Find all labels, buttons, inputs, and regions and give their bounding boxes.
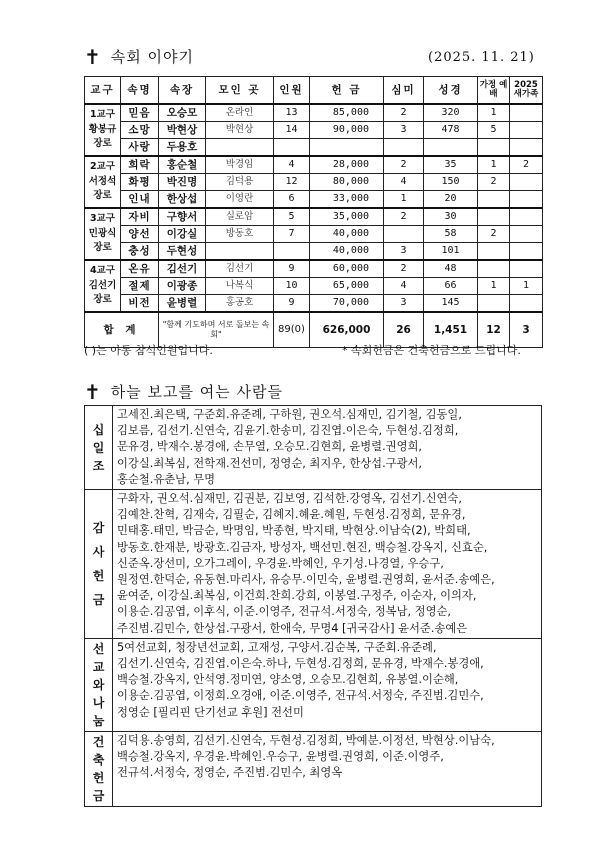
simi-count: 3 (384, 122, 424, 139)
donor-line: 구화자, 권오석.심재민, 김권분, 김보영, 김석한.강영옥, 김선기.신연숙, (117, 492, 462, 506)
category-cell (85, 731, 113, 806)
category-cell (85, 490, 113, 639)
column-header: 심미 (384, 77, 424, 105)
donor-names (113, 490, 542, 639)
bible-count: 145 (424, 295, 478, 313)
leader-name: 이광종 (159, 278, 206, 295)
column-header: 속장 (159, 77, 206, 105)
attendance: 5 (274, 208, 310, 226)
offering-amount: 80,000 (310, 174, 384, 191)
table-row (85, 278, 543, 295)
meeting-place (206, 243, 274, 261)
column-header: 2025 새가족 (510, 77, 543, 105)
family-worship (478, 295, 510, 313)
table-row (85, 156, 543, 174)
leader-name: 구향서 (159, 208, 206, 226)
donor-line: 백승철.강옥지, 안석영.정미연, 양소영, 오승모.김현희, 유봉열.이순해, (117, 673, 459, 687)
bible-count: 20 (424, 191, 478, 209)
offering-amount: 40,000 (310, 243, 384, 261)
donor-row (85, 406, 542, 490)
meeting-place: 김선기 (206, 260, 274, 278)
donor-line: 정영순 [필리핀 단기선교 후원] 전선미 (117, 705, 304, 719)
meeting-place: 박경임 (206, 156, 274, 174)
leader-name: 두현성 (159, 243, 206, 261)
leader-name: 한상섭 (159, 191, 206, 209)
simi-count: 4 (384, 174, 424, 191)
donor-line: 5여선교회, 청장년선교회, 고재성, 구양서.김순복, 구준회.유준례, (117, 640, 437, 654)
column-header: 인원 (274, 77, 310, 105)
offering-amount: 33,000 (310, 191, 384, 209)
new-family (510, 191, 543, 209)
attendance: 7 (274, 226, 310, 243)
donor-line: 김덕용.송영희, 김선기.신연숙, 두현성.김정희, 박예분.이정선, 박현상.이남숙, (117, 733, 495, 747)
donor-names (113, 406, 542, 490)
simi-count: 2 (384, 156, 424, 174)
new-family (510, 260, 543, 278)
sok-name: 충성 (121, 243, 159, 261)
category-label: 건축헌금 (92, 734, 105, 803)
attendance: 6 (274, 191, 310, 209)
offering-amount: 28,000 (310, 156, 384, 174)
bible-count: 150 (424, 174, 478, 191)
donor-line: 윤여준, 이강실.최복심, 이건희.찬희.강희, 이봉열.구정주, 이순자, 이의자, (117, 589, 477, 603)
table-row (85, 104, 543, 122)
new-family: 1 (510, 278, 543, 295)
district-cell: 1교구 황봉규 장로 (85, 104, 121, 156)
donor-line: 신준옥.장선미, 오가그레이, 우경윤.박혜인, 우기성.나경열, 우승구, (117, 556, 444, 570)
total-new: 3 (510, 312, 543, 348)
offering-amount: 70,000 (310, 295, 384, 313)
district-cell: 3교구 민광식 장로 (85, 208, 121, 260)
family-worship: 2 (478, 226, 510, 243)
offering-amount: 40,000 (310, 226, 384, 243)
column-header: 헌 금 (310, 77, 384, 105)
category-cell (85, 638, 113, 731)
offering-amount: 65,000 (310, 278, 384, 295)
bible-count: 320 (424, 104, 478, 122)
family-worship: 1 (478, 156, 510, 174)
offering-note: * 속회헌금은 건축헌금으로 드립니다. (342, 344, 521, 357)
table-row (85, 139, 543, 157)
donor-row (85, 490, 542, 639)
sok-name: 비전 (121, 295, 159, 313)
table-row (85, 122, 543, 139)
section-title: 하늘 보고를 여는 사람들 (110, 383, 283, 401)
donor-row (85, 638, 542, 731)
donor-line: 원정연.한덕순, 유동현.마리사, 유승무.이민숙, 윤병렬.권영희, 윤서준.송예은, (117, 573, 495, 587)
meeting-place: 김덕용 (206, 174, 274, 191)
donor-line: 이용순.김공엽, 이정희.오경애, 이준.이영주, 전규석.서정숙, 주진범.김민수, (117, 689, 484, 703)
table-header-row (85, 77, 543, 105)
offering-donors-table (84, 405, 542, 807)
table-row (85, 174, 543, 191)
donor-line: 김보름, 김선기.신연숙, 김윤기.한송미, 김진엽.이은숙, 두현성.김정희, (117, 424, 459, 438)
bible-count: 101 (424, 243, 478, 261)
attendance: 14 (274, 122, 310, 139)
donor-line: 홍순철.유춘남, 무명 (117, 472, 216, 486)
meeting-place: 방동호 (206, 226, 274, 243)
bible-count: 48 (424, 260, 478, 278)
donor-line: 이강실.최복심, 전학재.전선미, 정영순, 최지우, 한상섭.구광서, (117, 456, 423, 470)
cross-icon: ✝ (84, 379, 101, 404)
family-worship (478, 139, 510, 157)
bible-count (424, 139, 478, 157)
family-worship (478, 191, 510, 209)
category-label: 십일조 (92, 422, 105, 473)
meeting-place: 이영란 (206, 191, 274, 209)
section-title: 속회 이야기 (110, 48, 194, 66)
total-label: 합 계 (85, 312, 159, 348)
new-family: 2 (510, 156, 543, 174)
meeting-place: 온라인 (206, 104, 274, 122)
total-offering: 626,000 (310, 312, 384, 348)
sok-name: 절제 (121, 278, 159, 295)
leader-name: 홍순철 (159, 156, 206, 174)
column-header: 가정 예배 (478, 77, 510, 105)
attendance: 12 (274, 174, 310, 191)
category-label: 감사헌금 (92, 520, 105, 607)
total-people: 89(0) (274, 312, 310, 348)
bible-count: 35 (424, 156, 478, 174)
new-family (510, 208, 543, 226)
sok-name: 화평 (121, 174, 159, 191)
donor-row (85, 731, 542, 806)
attendance: 9 (274, 260, 310, 278)
category-cell (85, 406, 113, 490)
new-family (510, 122, 543, 139)
simi-count: 3 (384, 295, 424, 313)
family-worship (478, 243, 510, 261)
total-bible: 1,451 (424, 312, 478, 348)
attendance: 9 (274, 295, 310, 313)
attendance: 4 (274, 156, 310, 174)
attendance (274, 139, 310, 157)
new-family (510, 295, 543, 313)
donor-line: 문유경, 박재수.봉경애, 손무열, 오승모.김현희, 윤병렬.권영희, (117, 440, 423, 454)
sokhoe-table (84, 76, 543, 348)
sok-name: 사랑 (121, 139, 159, 157)
leader-name: 김선기 (159, 260, 206, 278)
sok-name: 양선 (121, 226, 159, 243)
leader-name: 이강실 (159, 226, 206, 243)
leader-name: 오승모 (159, 104, 206, 122)
sok-name: 희락 (121, 156, 159, 174)
simi-count (384, 226, 424, 243)
simi-count: 2 (384, 260, 424, 278)
leader-name: 윤병렬 (159, 295, 206, 313)
motto-text: "함께 기도하며 서로 돌보는 속회" (159, 312, 274, 348)
sok-name: 온유 (121, 260, 159, 278)
simi-count: 2 (384, 104, 424, 122)
report-date: (2025. 11. 21) (428, 50, 535, 65)
bible-count: 478 (424, 122, 478, 139)
sok-name: 인내 (121, 191, 159, 209)
offering-amount: 60,000 (310, 260, 384, 278)
new-family (510, 104, 543, 122)
offering-amount: 90,000 (310, 122, 384, 139)
category-label: 선교와나눔 (92, 641, 105, 728)
district-cell: 4교구 김선기 장로 (85, 260, 121, 312)
column-header: 교구 (85, 77, 121, 105)
table-row (85, 295, 543, 313)
child-note: ( )는 아동 참석인원입니다. (84, 344, 213, 357)
donor-line: 방동호.한재분, 방광호.김금자, 방성자, 백선민.현진, 백승철.강옥지, 신효순, (117, 540, 488, 554)
family-worship (478, 260, 510, 278)
offering-amount: 35,000 (310, 208, 384, 226)
family-worship: 5 (478, 122, 510, 139)
section-header-heaven (84, 381, 283, 402)
total-worship: 12 (478, 312, 510, 348)
attendance: 13 (274, 104, 310, 122)
donor-line: 백승철.강옥지, 우경윤.박혜인.우승구, 윤병렬.권영희, 이준.이영주, (117, 750, 444, 764)
donor-line: 주진범.김민수, 한상섭.구광서, 한애숙, 무명4 [귀국감사] 윤서준.송예은 (117, 621, 468, 635)
donor-line: 전규석.서정숙, 정영순, 주진범.김민수, 최영옥 (117, 766, 343, 780)
attendance: 10 (274, 278, 310, 295)
new-family (510, 174, 543, 191)
column-header: 성경 (424, 77, 478, 105)
new-family (510, 226, 543, 243)
district-cell: 2교구 서정석 장로 (85, 156, 121, 208)
sok-name: 소망 (121, 122, 159, 139)
donor-line: 고세진.최은택, 구준회.유준례, 구하원, 권오석.심재민, 김기철, 김동일, (117, 408, 462, 421)
family-worship (478, 208, 510, 226)
column-header: 모인 곳 (206, 77, 274, 105)
leader-name: 두용호 (159, 139, 206, 157)
table-row (85, 260, 543, 278)
meeting-place: 실로암 (206, 208, 274, 226)
leader-name: 박현상 (159, 122, 206, 139)
family-worship: 1 (478, 278, 510, 295)
sok-name: 자비 (121, 208, 159, 226)
table-row (85, 226, 543, 243)
family-worship: 1 (478, 104, 510, 122)
bible-count: 30 (424, 208, 478, 226)
new-family (510, 139, 543, 157)
bible-count: 66 (424, 278, 478, 295)
donor-line: 김선기.신연숙, 김진엽.이은숙.하나, 두현성.김정희, 문유경, 박재수.봉경애, (117, 657, 484, 671)
meeting-place: 홍공호 (206, 295, 274, 313)
new-family (510, 243, 543, 261)
offering-amount: 85,000 (310, 104, 384, 122)
donor-names (113, 638, 542, 731)
attendance (274, 243, 310, 261)
section-header-sokhoe (84, 46, 194, 67)
simi-count: 1 (384, 191, 424, 209)
meeting-place: 박현상 (206, 122, 274, 139)
column-header: 속명 (121, 77, 159, 105)
cross-icon: ✝ (84, 44, 101, 69)
donor-line: 민태홍.태민, 박금순, 박명임, 박종현, 박지태, 박현상.이남숙(2), 박희태, (117, 524, 471, 538)
table-row (85, 243, 543, 261)
simi-count (384, 139, 424, 157)
bible-count: 58 (424, 226, 478, 243)
table-row (85, 208, 543, 226)
donor-line: 김예찬.찬혁, 김재숙, 김필순, 김혜지.혜윤.혜원, 두현성.김정희, 문유경, (117, 508, 466, 522)
meeting-place (206, 139, 274, 157)
table-row (85, 191, 543, 209)
donor-line: 이용순.김공엽, 이후식, 이준.이영주, 전규석.서정숙, 정복남, 정영순, (117, 605, 452, 619)
meeting-place: 나복식 (206, 278, 274, 295)
simi-count: 4 (384, 278, 424, 295)
offering-amount (310, 139, 384, 157)
family-worship: 2 (478, 174, 510, 191)
donor-names (113, 731, 542, 806)
sok-name: 믿음 (121, 104, 159, 122)
total-simi: 26 (384, 312, 424, 348)
simi-count: 2 (384, 208, 424, 226)
leader-name: 박진명 (159, 174, 206, 191)
simi-count: 3 (384, 243, 424, 261)
